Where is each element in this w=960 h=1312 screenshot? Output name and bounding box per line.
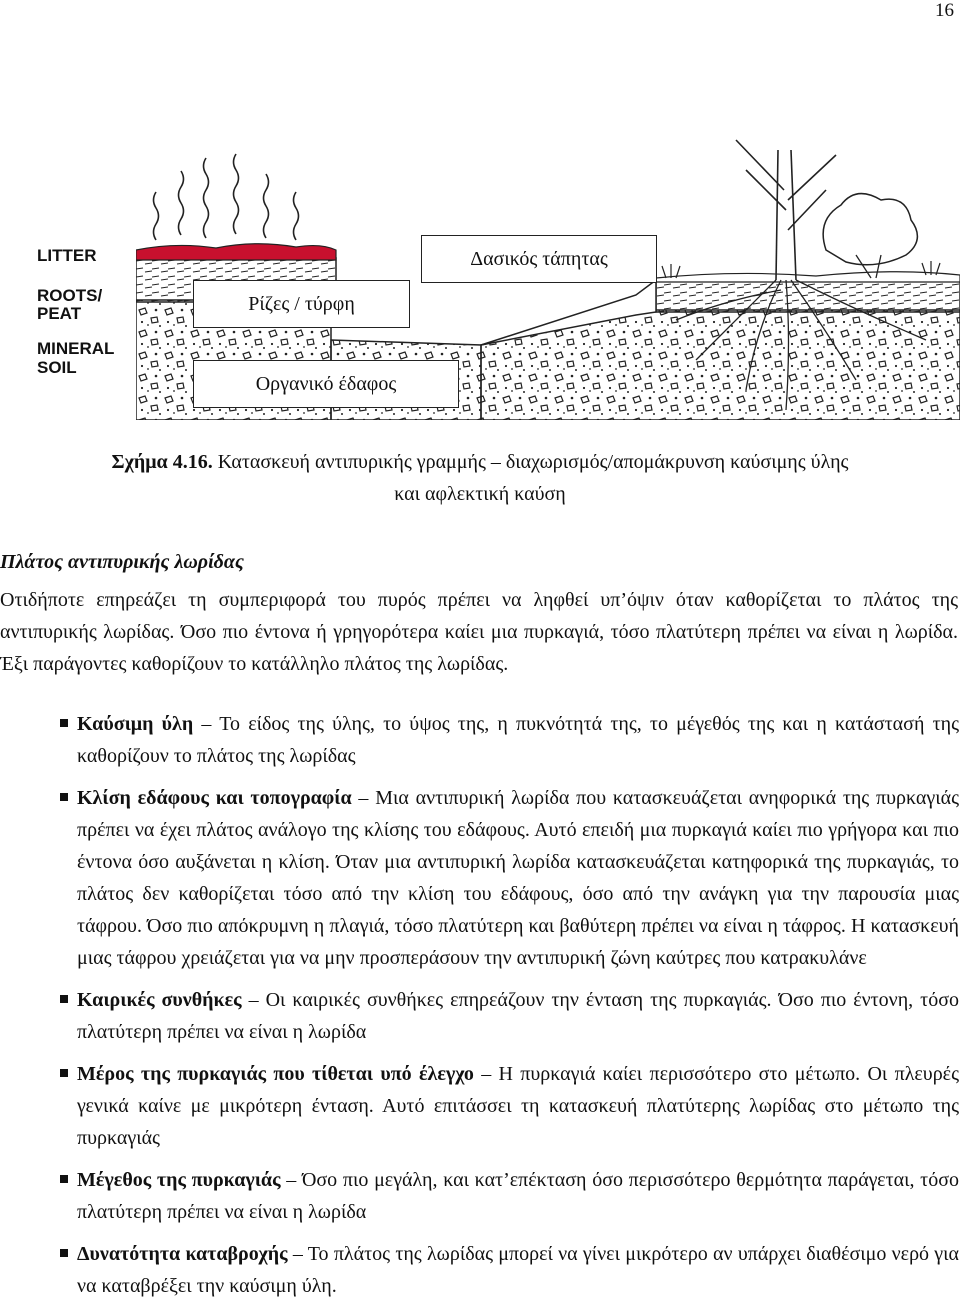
bullet-square-icon	[60, 995, 68, 1003]
section-title: Πλάτος αντιπυρικής λωρίδας	[0, 551, 244, 573]
factor-term: Καιρικές συνθήκες	[77, 989, 242, 1011]
bullet-square-icon	[60, 1069, 68, 1077]
caption-label: Σχήμα 4.16.	[111, 451, 213, 473]
factor-list	[56, 708, 959, 1312]
list-item	[56, 1058, 959, 1154]
intro-paragraph: Οτιδήποτε επηρεάζει τη συμπεριφορά του πυρός πρέπει να ληφθεί υπ’όψιν όταν καθορίζεται το πλάτος της αντιπυρικής λωρίδας. Όσο πιο έντονα ή γρηγορότερα καίει μια πυρκαγιά, τόσο πλατύτερη πρέπει να είναι η λωρίδα. Έξι παράγοντες καθορίζουν το κατάλληλο πλάτος της λωρίδας.	[0, 589, 958, 675]
label-roots: ROOTS/	[37, 286, 103, 305]
factor-text: – Το είδος της ύλης, το ύψος της, η πυκνότητά της, το μέγεθός της και η κατάστασή της καθορίζουν το πλάτος της λωρίδας	[77, 713, 959, 767]
figure-caption	[0, 446, 960, 510]
factor-term: Μέρος της πυρκαγιάς που τίθεται υπό έλεγχο	[77, 1063, 474, 1085]
list-item	[56, 1238, 959, 1302]
list-item	[56, 984, 959, 1048]
tree	[736, 140, 836, 280]
list-item	[56, 708, 959, 772]
factor-text: – Το πλάτος της λωρίδας μπορεί να γίνει μικρότερο αν υπάρχει διαθέσιμο νερό για να καταβρέξει την καύσιμη ύλη.	[77, 1243, 960, 1297]
factor-text: – Οι καιρικές συνθήκες επηρεάζουν την ένταση της πυρκαγιάς. Όσο πιο έντονη, τόσο πλατύτερη πρέπει να είναι η λωρίδα	[77, 989, 960, 1043]
roots-peat-layer-right	[656, 280, 960, 312]
factor-text: – Μια αντιπυρική λωρίδα που κατασκευάζεται ανηφορικά της πυρκαγιάς πρέπει να έχει πλάτος ανάλογο της κλίσης του εδάφους. Αυτό επειδή μια πυρκαγιά καίει πιο γρήγορα και πιο έντονα όσο αυξάνεται η κλίση. Όταν μια αντιπυρική λωρίδα κατασκευάζεται κατηφορικά της πυρκαγιάς, το πλάτος δεν καθορίζεται τόσο από την κλίση του εδάφους, όσο από την ανάγκη για την παρουσία μιας τάφρου. Όσο πιο απόκρυμνη η πλαγιά, τόσο πλατύτερη και βαθύτερη πρέπει να είναι η τάφρος. Η κατασκευή μιας τάφρου χρειάζεται για να μην προσπεράσουν την αντιπυρική ζώνη καύτρες που κατρακυλάνε	[77, 787, 959, 969]
callout-forest-floor: Δασικός τάπητας	[421, 235, 657, 283]
bullet-square-icon	[60, 719, 68, 727]
label-litter: LITTER	[37, 246, 97, 265]
factor-term: Μέγεθος της πυρκαγιάς	[77, 1169, 281, 1191]
label-mineral: MINERAL	[37, 339, 115, 358]
bullet-square-icon	[60, 793, 68, 801]
page-number: 16	[935, 0, 954, 21]
caption-line1: Κατασκευή αντιπυρικής γραμμής – διαχωρισμός/απομάκρυνση καύσιμης ύλης	[212, 451, 849, 473]
shrub	[823, 194, 917, 265]
label-peat: PEAT	[37, 304, 82, 323]
factor-text: – Όσο πιο μεγάλη, και κατ’επέκταση όσο περισσότερο θερμότητα παράγεται, τόσο πλατύτερη πρέπει να είναι η λωρίδα	[77, 1169, 959, 1223]
list-item	[56, 782, 959, 974]
factor-term: Κλίση εδάφους και τοπογραφία	[77, 787, 352, 809]
list-item	[56, 1164, 959, 1228]
smoke-wisps	[154, 154, 299, 240]
callout-roots-peat: Ρίζες / τύρφη	[193, 280, 410, 328]
burning-litter	[136, 244, 336, 260]
factor-term: Δυνατότητα καταβροχής	[77, 1243, 288, 1265]
bullet-square-icon	[60, 1249, 68, 1257]
litter-layer-right	[656, 272, 960, 282]
factor-term: Καύσιμη ύλη	[77, 713, 194, 735]
callout-organic-soil: Οργανικό έδαφος	[193, 360, 459, 408]
factor-text: – Η πυρκαγιά καίει περισσότερο στο μέτωπο. Οι πλευρές γενικά καίνε με μικρότερη ένταση. Αυτό επιτάσσει τη κατασκευή πλατύτερης λωρίδας στο μέτωπο της πυρκαγιάς	[77, 1063, 959, 1149]
bullet-square-icon	[60, 1175, 68, 1183]
caption-line2: και αφλεκτική καύση	[394, 483, 566, 505]
label-soil: SOIL	[37, 358, 77, 377]
